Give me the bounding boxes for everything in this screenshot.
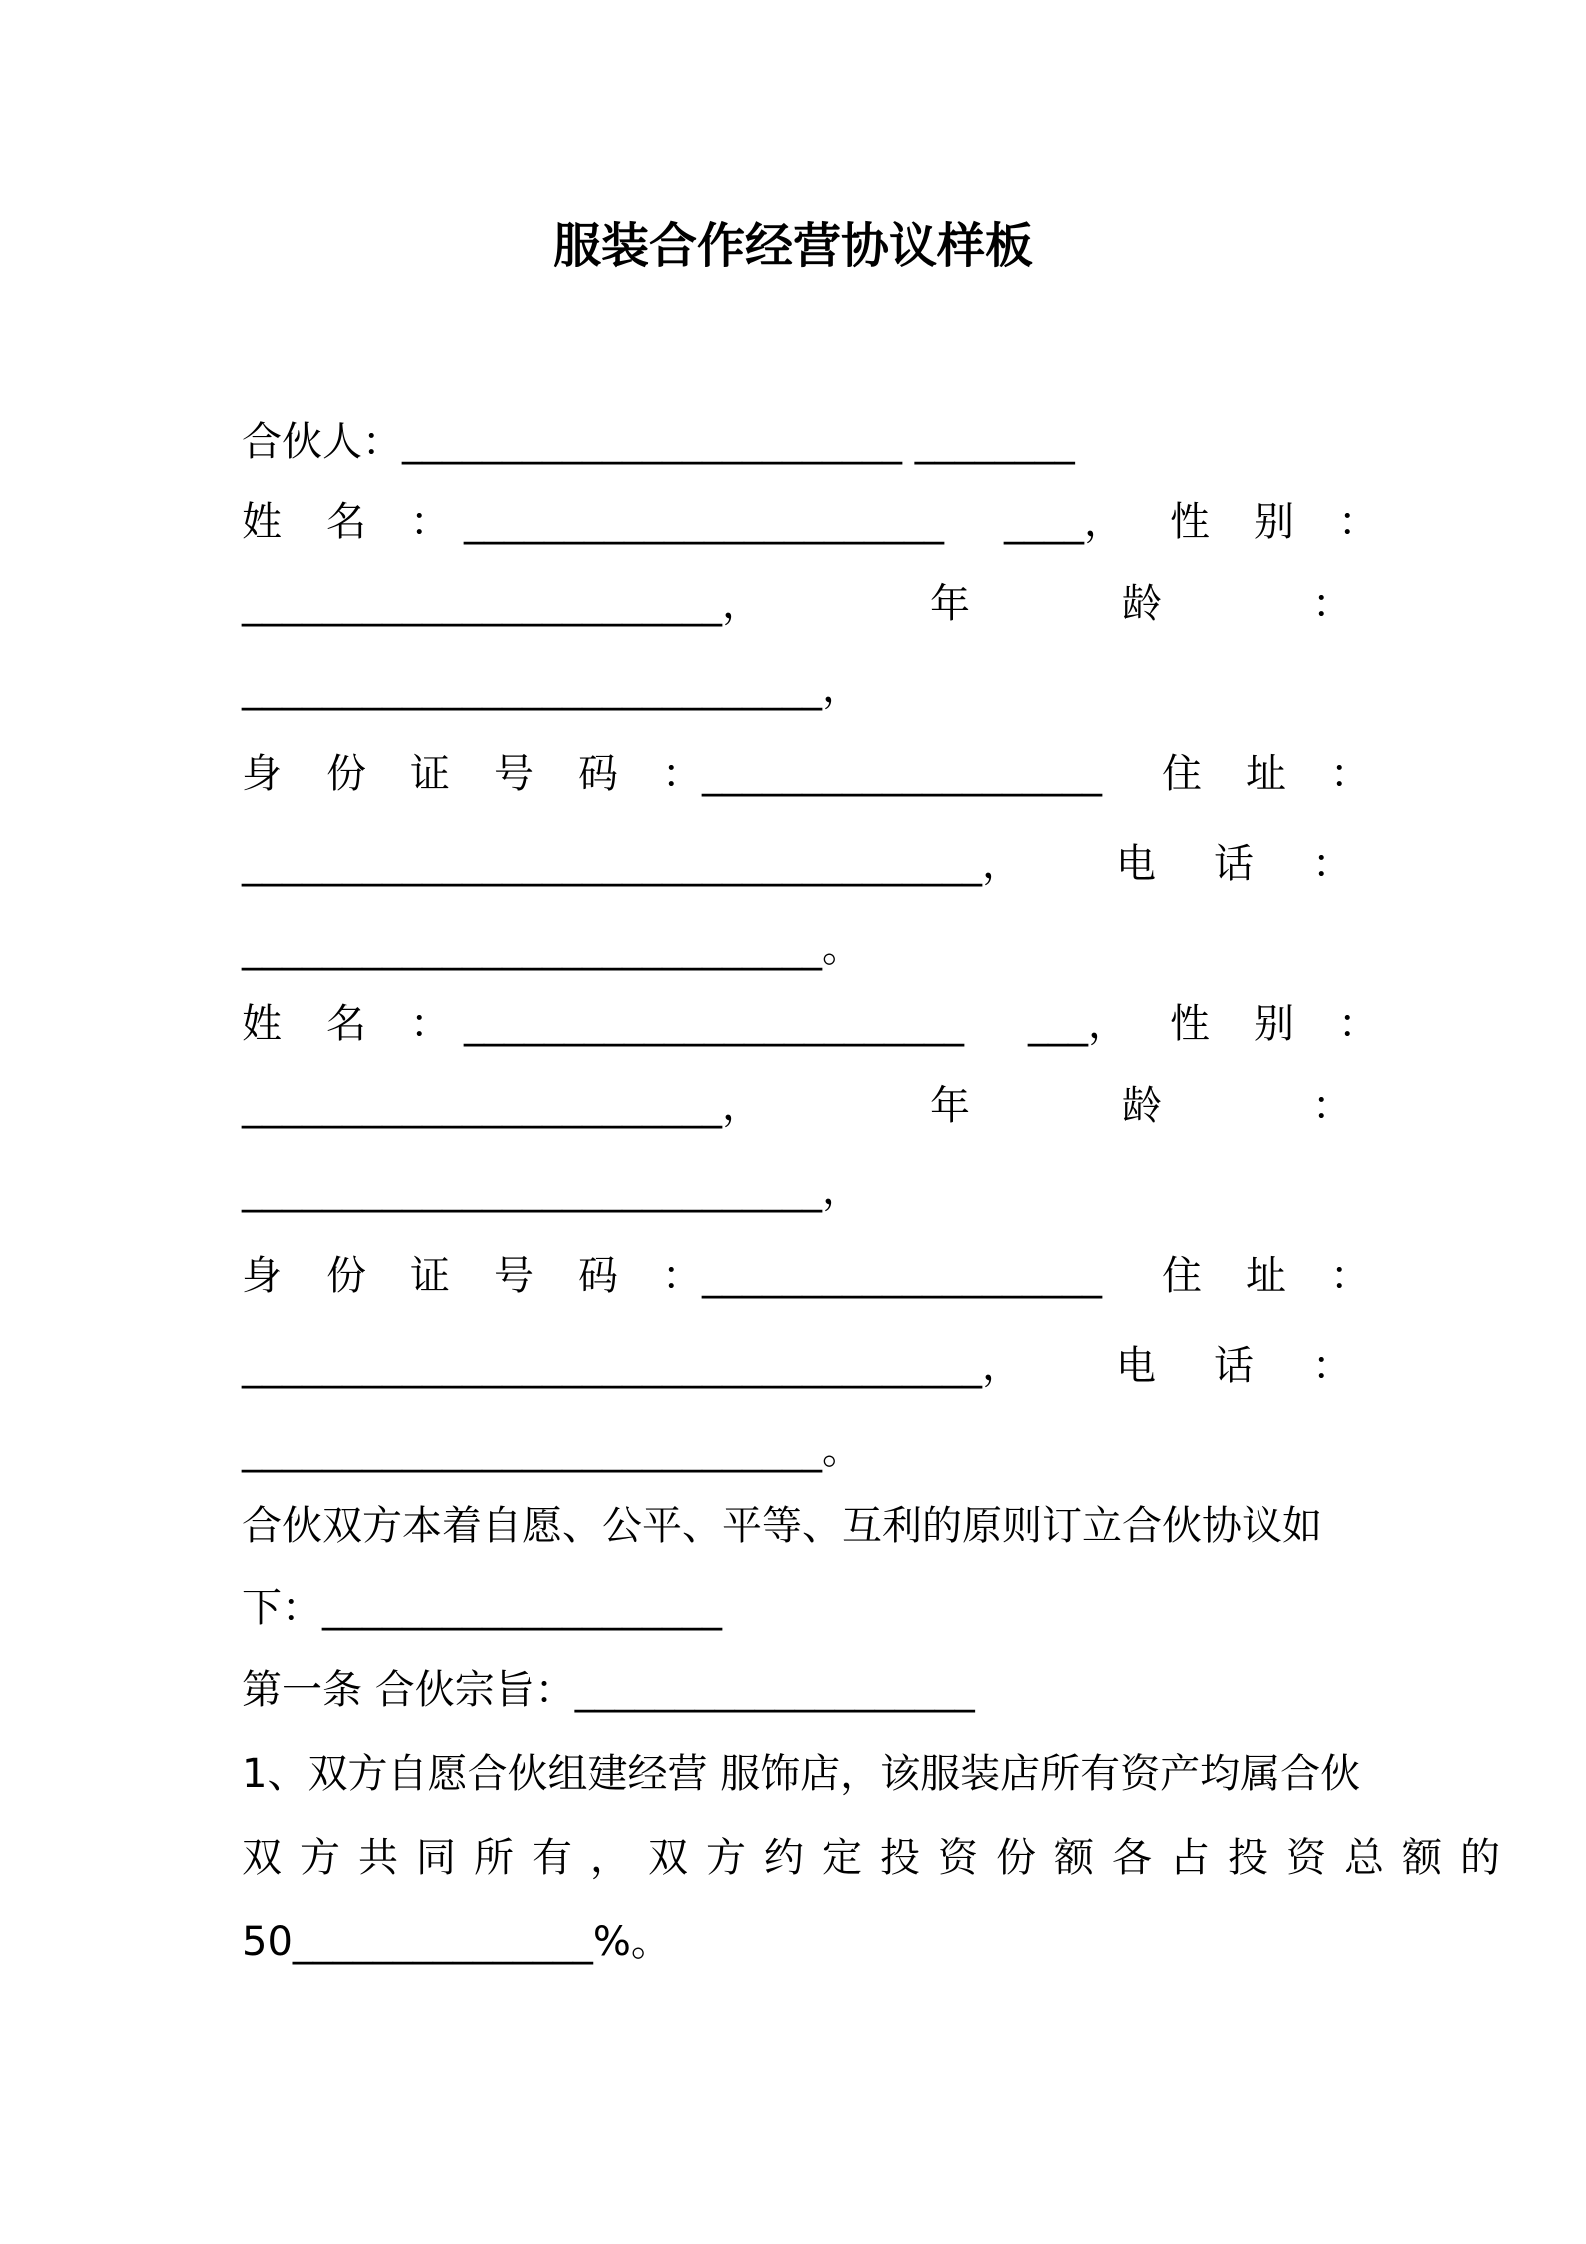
age-blank: _____________________________， xyxy=(242,665,862,711)
phone-blank: _____________________________。 xyxy=(242,925,862,971)
name-label: 姓名： xyxy=(242,1001,494,1047)
age-label-part2: 龄 xyxy=(1122,1083,1162,1129)
partner-a-age-blank-line xyxy=(242,658,1352,718)
age-blank: _____________________________， xyxy=(242,1167,862,1213)
gender-label: 性别： xyxy=(1170,1001,1422,1047)
gender-blank: ________________________， xyxy=(242,1083,762,1129)
address-blank: _____________________________________， xyxy=(242,1343,1022,1389)
partner-a-age-line xyxy=(242,574,1352,634)
address-blank: _____________________________________， xyxy=(242,841,1022,887)
name-blank: ________________________ xyxy=(464,499,944,545)
id-number-blank: ____________________ xyxy=(702,1253,1102,1299)
partner-a-id-line xyxy=(242,744,1414,804)
phone-label-part1: 电 xyxy=(1116,1343,1156,1389)
address-label: 住址： xyxy=(1162,1253,1414,1299)
partner-heading-line xyxy=(242,412,1352,472)
partner-b-name-line xyxy=(242,994,1422,1054)
id-number-label: 身份证号码： xyxy=(242,751,746,797)
phone-label-colon: ： xyxy=(1312,1343,1352,1389)
partner-b-phone-blank-line xyxy=(242,1420,1352,1480)
age-label-part1: 年 xyxy=(930,1083,970,1129)
phone-label-part2: 话 xyxy=(1214,1343,1254,1389)
partner-b-address-line xyxy=(242,1336,1352,1396)
investment-share-text: 50_______________%。 xyxy=(242,1919,671,1965)
clause-1-line-1 xyxy=(242,1744,1361,1804)
clause-1-line-2 xyxy=(242,1828,1518,1888)
agreement-intro-continuation: 下：____________________ xyxy=(242,1585,722,1631)
gender-blank: ________________________， xyxy=(242,581,762,627)
clause-1-text: 1、双方自愿合伙组建经营 服饰店，该服装店所有资产均属合伙 xyxy=(242,1751,1361,1797)
phone-blank: _____________________________。 xyxy=(242,1427,862,1473)
partner-a-phone-blank-line xyxy=(242,918,1352,978)
document-title: 服装合作经营协议样板 xyxy=(552,218,1033,274)
name-blank-extra: ___， xyxy=(1028,1001,1128,1047)
partner-b-age-line xyxy=(242,1076,1352,1136)
age-label-part1: 年 xyxy=(930,581,970,627)
age-label-part2: 龄 xyxy=(1122,581,1162,627)
article-one-heading: 第一条 合伙宗旨：____________________ xyxy=(242,1667,975,1713)
partner-b-age-blank-line xyxy=(242,1160,1352,1220)
clause-1-text-continued: 双方共同所有，双方约定投资份额各占投资总额的 xyxy=(242,1835,1518,1881)
article-one-heading-line xyxy=(242,1660,1352,1720)
id-number-blank: ____________________ xyxy=(702,751,1102,797)
id-number-label: 身份证号码： xyxy=(242,1253,746,1299)
age-label-colon: ： xyxy=(1312,1083,1352,1129)
name-blank: _________________________ xyxy=(464,1001,964,1047)
phone-label-part2: 话 xyxy=(1214,841,1254,887)
gender-label: 性别： xyxy=(1170,499,1422,545)
partner-heading: 合伙人：_________________________ ________ xyxy=(242,419,1075,465)
phone-label-colon: ： xyxy=(1312,841,1352,887)
agreement-intro-line-2 xyxy=(242,1578,1352,1638)
agreement-intro-text: 合伙双方本着自愿、公平、平等、互利的原则订立合伙协议如 xyxy=(242,1503,1322,1549)
partner-a-address-line xyxy=(242,834,1352,894)
partner-b-id-line xyxy=(242,1246,1414,1306)
phone-label-part1: 电 xyxy=(1116,841,1156,887)
name-blank-extra: ____， xyxy=(1004,499,1124,545)
partner-a-name-line xyxy=(242,492,1422,552)
age-label-colon: ： xyxy=(1312,581,1352,627)
agreement-intro-line-1 xyxy=(242,1496,1352,1556)
name-label: 姓名： xyxy=(242,499,494,545)
address-label: 住址： xyxy=(1162,751,1414,797)
clause-1-line-3 xyxy=(242,1912,1352,1972)
